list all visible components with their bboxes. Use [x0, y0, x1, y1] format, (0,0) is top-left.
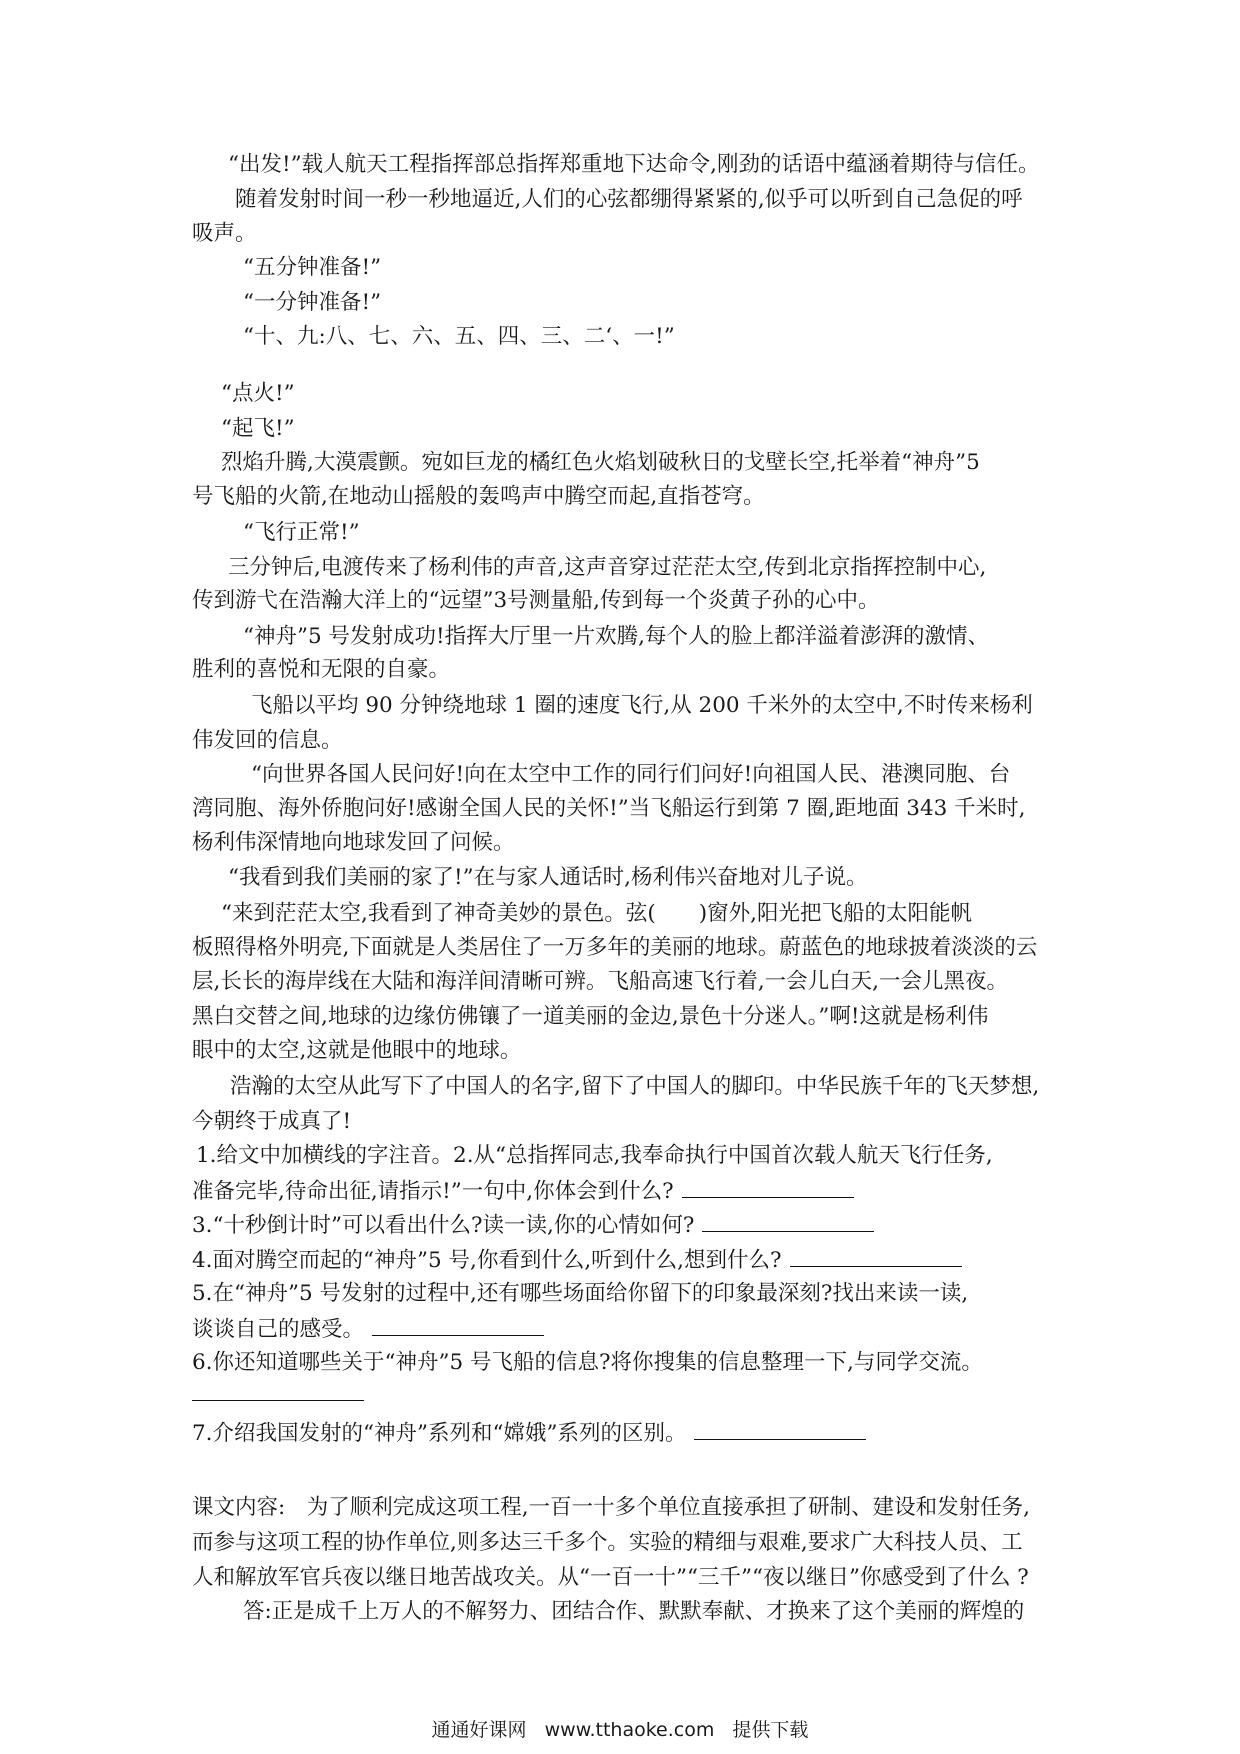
lesson-content-line: 课文内容: 为了顺利完成这项工程,一百一十多个单位直接承担了研制、建设和发射任务, — [192, 1495, 1030, 1520]
text-line: 吸声。 — [192, 221, 257, 246]
text-line: “点火!” — [221, 381, 295, 406]
text-line: 湾同胞、海外侨胞问好!感谢全国人民的关怀!”当飞船运行到第 7 圈,距地面 343 千米时, — [192, 796, 1026, 821]
text-line: “神舟”5 号发射成功!指挥大厅里一片欢腾,每个人的脸上都洋溢着澎湃的激情、 — [243, 624, 989, 649]
answer-blank — [192, 1400, 364, 1401]
text-line: 黑白交替之间,地球的边缘仿佛镶了一道美丽的金边,景色十分迷人。”啊!这就是杨利伟 — [192, 1004, 989, 1029]
text-line: 胜利的喜悦和无限的自豪。 — [192, 657, 451, 682]
question-6: 6.你还知道哪些关于“神舟”5 号飞船的信息?将你搜集的信息整理一下,与同学交流。 — [192, 1350, 983, 1375]
text-line: 烈焰升腾,大漠震颤。宛如巨龙的橘红色火焰划破秋日的戈壁长空,托举着“神舟”5 — [221, 450, 980, 475]
text-line: 伟发回的信息。 — [192, 728, 343, 753]
answer-blank — [790, 1244, 962, 1267]
text-line: 浩瀚的太空从此写下了中国人的名字,留下了中国人的脚印。中华民族千年的飞天梦想, — [230, 1074, 1040, 1099]
text-line: 三分钟后,电渡传来了杨利伟的声音,这声音穿过茫茫太空,传到北京指挥控制中心, — [228, 555, 987, 580]
text-line: 飞船以平均 90 分钟绕地球 1 圈的速度飞行,从 200 千米外的太空中,不时传来杨利 — [251, 693, 1033, 718]
question-5-cont — [192, 1313, 544, 1345]
text-line: “飞行正常!” — [243, 520, 360, 545]
question-3 — [192, 1209, 874, 1241]
footer-site-name: 通通好课网 — [431, 1719, 527, 1741]
answer-blank — [702, 1209, 874, 1232]
footer-url: www.tthaoke.com — [544, 1719, 715, 1741]
text-line: 传到游弋在浩瀚大洋上的“远望”3号测量船,传到每一个炎黄子孙的心中。 — [192, 588, 880, 613]
question-4 — [192, 1244, 962, 1276]
answer-blank — [682, 1175, 854, 1198]
text-line: “来到茫茫太空,我看到了神奇美妙的景色。弦( )窗外,阳光把飞船的太阳能帆 — [221, 901, 972, 926]
text-line: 杨利伟深情地向地球发回了问候。 — [192, 830, 515, 855]
question-text: 7.介绍我国发射的“神舟”系列和“嫦娥”系列的区别。 — [192, 1421, 687, 1446]
text-line: 眼中的太空,这就是他眼中的地球。 — [192, 1038, 522, 1063]
text-line: 板照得格外明亮,下面就是人类居住了一万多年的美丽的地球。蔚蓝色的地球披着淡淡的云 — [192, 935, 1038, 960]
text-line: 随着发射时间一秒一秒地逼近,人们的心弦都绷得紧紧的,似乎可以听到自己急促的呼 — [235, 187, 1023, 212]
lesson-content-line: 而参与这项工程的协作单位,则多达三千多个。实验的精细与艰难,要求广大科技人员、工 — [192, 1530, 1023, 1555]
answer-blank — [694, 1417, 866, 1440]
lesson-content-line: 人和解放军官兵夜以继日地苦战攻关。从“一百一十”“三千”“夜以继日”你感受到了什么 ? — [192, 1565, 1029, 1590]
text-line: “向世界各国人民问好!向在太空中工作的同行们问好!向祖国人民、港澳同胞、台 — [251, 762, 1011, 787]
question-text: 准备完毕,待命出征,请指示!”一句中,你体会到什么? — [192, 1179, 674, 1204]
text-line: “十、九:八、七、六、五、四、三、二‘、一!” — [243, 324, 675, 349]
question-text: 3.“十秒倒计时”可以看出什么?读一读,你的心情如何? — [192, 1213, 695, 1238]
text-line: “我看到我们美丽的家了!”在与家人通话时,杨利伟兴奋地对儿子说。 — [228, 865, 868, 890]
text-line: 号飞船的火箭,在地动山摇般的轰鸣声中腾空而起,直指苍穹。 — [192, 484, 765, 509]
question-text: 4.面对腾空而起的“神舟”5 号,你看到什么,听到什么,想到什么? — [192, 1248, 782, 1273]
text-line: “一分钟准备!” — [243, 290, 382, 315]
footer-note: 提供下载 — [732, 1719, 809, 1741]
question-7 — [192, 1417, 866, 1449]
question-5: 5.在“神舟”5 号发射的过程中,还有哪些场面给你留下的印象最深刻?找出来读一读, — [192, 1281, 969, 1306]
answer-line: 答:正是成千上万人的不解努力、团结合作、默默奉献、才换来了这个美丽的辉煌的 — [243, 1599, 1025, 1624]
text-line: 今朝终于成真了! — [192, 1109, 352, 1134]
question-2-cont — [192, 1175, 854, 1207]
text-line: 层,长长的海岸线在大陆和海洋间清晰可辨。飞船高速飞行着,一会儿白天,一会儿黑夜。 — [192, 969, 1009, 994]
page-footer — [0, 1715, 1240, 1742]
answer-blank — [372, 1313, 544, 1336]
text-line: “起飞!” — [221, 416, 295, 441]
question-1-2: 1.给文中加横线的字注音。2.从“总指挥同志,我奉命执行中国首次载人航天飞行任务, — [196, 1143, 993, 1168]
text-line: “五分钟准备!” — [243, 255, 382, 280]
text-line: “出发!”载人航天工程指挥部总指挥郑重地下达命令,刚劲的话语中蕴涵着期待与信任。 — [228, 152, 1040, 177]
question-text: 谈谈自己的感受。 — [192, 1317, 365, 1342]
